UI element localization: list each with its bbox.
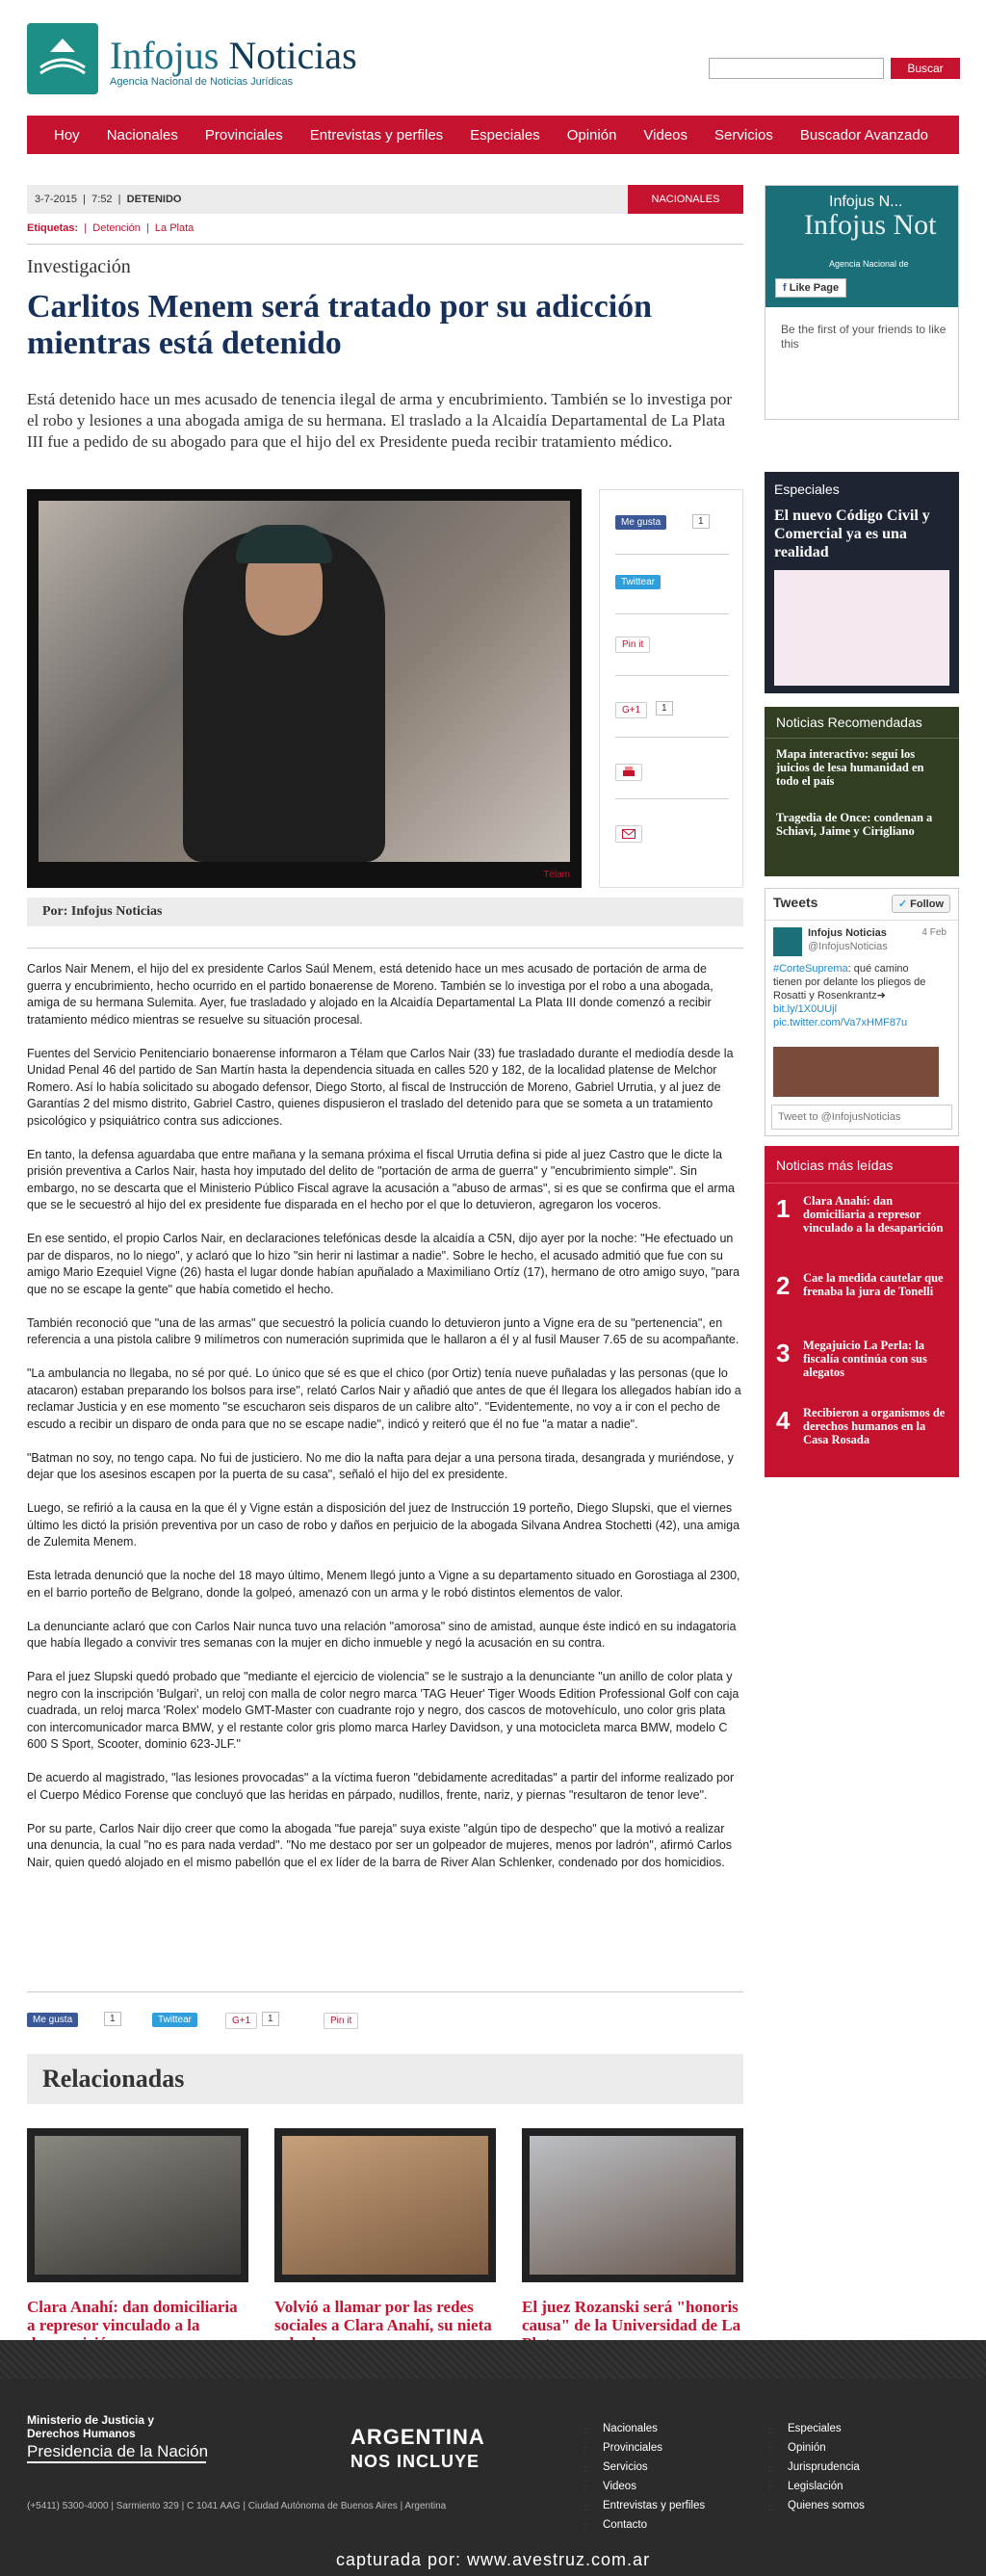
footer-link[interactable]: Provinciales	[603, 2442, 662, 2454]
related-card[interactable]	[274, 2128, 496, 2353]
article-kicker: Investigación	[27, 256, 131, 277]
bullet-icon: ::	[584, 2444, 589, 2454]
footer-argentina-logo-sub: NOS INCLUYE	[350, 2452, 480, 2471]
footer-link[interactable]: Videos	[603, 2481, 636, 2492]
bullet-icon: ::	[584, 2483, 589, 2492]
body-paragraph: También reconoció que "una de las armas" que secuestró la policía cuando lo detuvieron junto a Vigne era de su "pertenencia", en referencia a una pistola calibre 9 milímetros con numeración suprimida que le hallaron a él y al fusil Mauser 7.65 de su acompañante.	[27, 1315, 740, 1346]
related-title[interactable]: Volvió a llamar por las redes sociales a Clara Anahí, su nieta	[274, 2298, 492, 2334]
logo-title: Infojus Noticias	[110, 34, 357, 77]
divider	[765, 920, 958, 921]
facebook-cover-sub: Agencia Nacional de	[829, 259, 909, 269]
related-title[interactable]: El juez Rozanski será "honoris causa" de la Universidad de La	[522, 2298, 741, 2334]
footer-address: (+5411) 5300-4000 | Sarmiento 329 | C 1041 AAG | Ciudad Autónoma de Buenos Aires | Argentina	[27, 2501, 447, 2511]
twitter-widget	[765, 888, 959, 1136]
logo-subtitle: Agencia Nacional de Noticias Jurídicas	[110, 76, 294, 88]
mas-leidas-title[interactable]: Megajuicio La Perla: la fiscalía continúa con sus alegatos	[803, 1339, 927, 1379]
capture-watermark: capturada por: www.avestruz.com.ar	[335, 2550, 651, 2569]
tags-row: Etiquetas: | Detención | La Plata	[27, 222, 195, 234]
bullet-icon: ::	[584, 2425, 589, 2434]
facebook-first-friends: Be the first of your friends to like this	[781, 323, 947, 351]
divider	[27, 244, 743, 245]
mas-leidas-box	[765, 1146, 959, 1477]
body-paragraph: La denunciante aclaró que con Carlos Nair nunca tuvo una relación "amorosa" sino de amistad, aunque éste indicó en su indagatoria que había llegado a convivir tres semanas con la mujer en dicho inmueble y negó la acusación en su contra.	[27, 1619, 737, 1650]
footer-link[interactable]: Servicios	[603, 2461, 648, 2473]
footer-link[interactable]: Especiales	[788, 2423, 842, 2434]
nav-item-nacionales[interactable]: Nacionales	[106, 126, 178, 143]
tag-link-detencion[interactable]: Detención	[92, 222, 141, 234]
divider	[765, 1183, 959, 1184]
footer-stripe	[0, 2340, 986, 2379]
related-card[interactable]	[27, 2128, 248, 2353]
tweets-heading: Tweets	[773, 895, 818, 910]
twitter-icon: ✓	[897, 898, 911, 910]
bottom-share-bar	[27, 2011, 412, 2034]
twitter-button[interactable]: Twittear	[615, 575, 661, 589]
footer-link[interactable]: Legislación	[788, 2481, 843, 2492]
recomendadas-box	[765, 707, 959, 876]
divider	[615, 675, 729, 676]
facebook-cover-text: Infojus Not	[804, 209, 937, 241]
tweet-author-handle[interactable]: @InfojusNoticias	[808, 941, 888, 952]
especiales-title[interactable]: El nuevo Código Civil y Comercial ya es una realidad	[774, 507, 930, 560]
pinterest-button[interactable]: Pin it	[615, 637, 650, 653]
recomendadas-heading: Noticias Recomendadas	[776, 715, 922, 730]
divider	[615, 554, 729, 555]
divider	[27, 2461, 206, 2463]
print-icon[interactable]	[615, 764, 642, 781]
footer-link[interactable]: Entrevistas y perfiles	[603, 2500, 706, 2511]
facebook-page-widget	[765, 185, 959, 420]
body-paragraph: Carlos Nair Menem, el hijo del ex presidente Carlos Saúl Menem, está detenido hace un mes acusado de portación de arma de guerra y encubrimiento, hecho ocurrido en el partido bonaerense de Moreno. También se lo investiga por el robo a una abogada, amiga de su hermana Sulemita. Ayer, fue trasladado y alojado en la Alcaidía Departamental La Plata III donde comenzó a recibir tratamiento médico mientras se resuelve su situación procesal.	[27, 962, 714, 1027]
nav-item-videos[interactable]: Videos	[643, 126, 688, 143]
body-paragraph: En tanto, la defensa aguardaba que entre mañana y la semana próxima el fiscal Urrutia defina si pide al juez Castro que le dicte la prisión preventiva a Carlos Nair, hasta hoy imputado del delito de "portación de arma de guerra" y "encubrimiento simple". Sin embargo, no se descarta que el Ministerio Público Fiscal agrave la acusación a "abuso de armas", si es que se confirma que el arma que se le secuestró al hijo del ex presidente fue disparada en el hecho por el que lo detuvieron, agregaron los voceros.	[27, 1147, 735, 1211]
body-paragraph: "Batman no soy, no tengo capa. No fui de justiciero. No me dio la nafta para dejar a una persona tirada, desangrada y muriéndose, y dejar que los asesinos escapen por la puerta de su casa", señaló el hijo del ex presidente.	[27, 1450, 734, 1481]
nav-item-provinciales[interactable]: Provinciales	[204, 126, 283, 143]
tweet-date[interactable]: 4 Feb	[921, 927, 947, 938]
photo-credit: Télam	[543, 870, 570, 880]
article-lead: Está detenido hace un mes acusado de tenencia ilegal de arma y encubrimiento. También se lo investiga por el robo y lesiones a una abogada amiga de su hermana. El traslado a la Alcaidía Departamental de La Plata III fue a pedido de su abogado para que el hijo del ex Presidente pueda recibir tratamiento médico.	[27, 390, 733, 451]
footer-argentina-logo: ARGENTINA	[350, 2425, 485, 2449]
divider	[27, 948, 743, 949]
bullet-icon: ::	[768, 2463, 774, 2473]
nav-item-opinion[interactable]: Opinión	[566, 126, 617, 143]
nav-item-entrevistas[interactable]: Entrevistas y perfiles	[309, 126, 444, 143]
nav-item-servicios[interactable]: Servicios	[714, 126, 773, 143]
rank-number: 2	[776, 1271, 791, 1300]
avatar[interactable]	[773, 927, 802, 956]
recomendada-link[interactable]: Mapa interactivo: seguí los juicios de lesa humanidad en todo el país	[776, 747, 924, 788]
footer-ministry[interactable]: Ministerio de Justicia y Derechos Humanos	[27, 2413, 155, 2440]
article-byline: Por: Infojus Noticias	[27, 898, 743, 926]
tweet-hashtag[interactable]: #CorteSuprema	[773, 963, 848, 975]
twitter-follow-button[interactable]: ✓ Follow	[892, 895, 950, 913]
search-button[interactable]: Buscar	[891, 58, 960, 79]
divider	[615, 798, 729, 799]
footer-link[interactable]: Contacto	[603, 2519, 648, 2531]
bullet-icon: ::	[768, 2425, 774, 2434]
tag-link-la-plata[interactable]: La Plata	[154, 222, 195, 234]
footer-link[interactable]: Jurisprudencia	[788, 2461, 860, 2473]
tweet-image[interactable]	[773, 1047, 939, 1097]
gplus-button[interactable]: G+1	[225, 2013, 257, 2029]
footer-link[interactable]: Quienes somos	[788, 2500, 865, 2511]
divider	[615, 737, 729, 738]
facebook-like-count: 1	[692, 514, 710, 529]
article-date: 3-7-2015	[35, 194, 78, 205]
bullet-icon: ::	[768, 2502, 774, 2511]
facebook-like-button[interactable]: Me gusta	[27, 2013, 78, 2027]
share-box	[599, 489, 743, 888]
body-paragraph: En ese sentido, el propio Carlos Nair, en declaraciones telefónicas desde la alcaidía a C5N, dijo ayer por la noche: "He efectuado un par de disparos, no lo niego", y aclaró que lo hizo "sin herir ni lastimar a nadie". Sobre le hecho, el acusado admitió que fue con su amigo Mario Ezequiel Vigne (26) hasta el lugar donde habían apuñalado a Maximiliano Ortíz (17), hermano de otro amigo suyo, "para que no se escape la gente" que había cometido el hecho.	[27, 1232, 740, 1296]
rank-number: 1	[776, 1194, 791, 1223]
pinterest-button[interactable]: Pin it	[324, 2013, 358, 2029]
body-paragraph: Esta letrada denunció que la noche del 18 mayo último, Menem llegó junto a Vigne a su departamento situado en Gorostiaga al 2300, en el barrio porteño de Belgrano, donde la golpeó, amenazó con un arma y le robó distintos elementos de valor.	[27, 1569, 740, 1600]
nav-item-hoy[interactable]: Hoy	[54, 126, 80, 143]
gplus-count: 1	[262, 2012, 279, 2026]
rank-number: 3	[776, 1339, 791, 1367]
recomendada-link[interactable]: Tragedia de Once: condenan a Schiavi, Jaime y Cirigliano	[776, 811, 933, 838]
divider	[27, 1991, 743, 1992]
especiales-heading: Especiales	[774, 481, 840, 497]
photo-subject-cap	[236, 525, 332, 563]
bullet-icon: ::	[584, 2521, 589, 2531]
footer-link[interactable]: Nacionales	[603, 2423, 658, 2434]
bullet-icon: ::	[584, 2502, 589, 2511]
bullet-icon: ::	[768, 2444, 774, 2454]
body-paragraph: Para el juez Slupski quedó probado que "mediante el ejercicio de violencia" se le sustrajo a la denunciante "un anillo de color plata y negro con la inscripción 'Bulgari', un reloj con malla de color negro marca 'TAG Heuer' Tiger Woods Edition Professional Golf con caja cuadrada, un reloj marca 'Rolex' modelo GMT-Master con cuadrante rojo y negro, dos cascos de motovehículo, uno color gris plata con intercomunicador marca BMW, y el restante color gris plomo marca Harley Davidson, y una motocicleta marca BMW, modelo C 600 S Sport, Scooter, dominio 623-JLF."	[27, 1670, 740, 1751]
footer-link[interactable]: Opinión	[788, 2442, 826, 2454]
facebook-like-count: 1	[104, 2012, 121, 2026]
rank-number: 4	[776, 1406, 791, 1435]
facebook-page-title: Infojus N...	[829, 194, 903, 210]
photo-image	[39, 501, 570, 862]
article-meta: 3-7-2015 | 7:52 | DETENIDO	[27, 185, 743, 214]
related-image	[274, 2128, 496, 2282]
tags-label: Etiquetas:	[27, 222, 79, 234]
body-paragraph: Por su parte, Carlos Nair dijo creer que como la abogada "fue pareja" suya existe "algún tipo de despecho" que la motivó a realizar una denuncia, la cual "no es para nada verdad". "No me destaco por ser un golpeador de mujeres, menos por ladrón", afirmó Carlos Nair, quien quedó alojado en el mismo pabellón que el ex líder de la barra de River Alan Schlenker, condenado por dos homicidios.	[27, 1821, 733, 1869]
divider	[615, 613, 729, 614]
article-status-tag: DETENIDO	[126, 194, 182, 205]
twitter-button[interactable]: Twittear	[152, 2013, 197, 2027]
related-card[interactable]	[522, 2128, 743, 2353]
search-input[interactable]	[709, 58, 884, 79]
nav-item-buscador[interactable]: Buscador Avanzado	[799, 126, 929, 143]
article-photo[interactable]	[27, 489, 582, 888]
related-image	[27, 2128, 248, 2282]
body-paragraph: Fuentes del Servicio Penitenciario bonaerense informaron a Télam que Carlos Nair (33) fue trasladado durante el mediodía desde la Unidad Penal 46 del partido de San Martín hasta la dependencia situada en calles 520 y 182, de la localidad platense de Melchor Romero. Así lo había solicitado su abogado defensor, Diego Storto, al fiscal de Instrucción de Moreno, Gabriel Urrutia, y al juez de Garantías 2 del mismo distrito, Gabriel Castro, quienes dispusieron el traslado del detenido para que se someta a un tratamiento psicológico y psiquiátrico contra sus adicciones.	[27, 1046, 734, 1128]
mas-leidas-heading: Noticias más leídas	[776, 1158, 894, 1173]
body-paragraph: Luego, se refirió a la causa en la que él y Vigne están a disposición del juez de Instrucción 19 porteño, Diego Slupski, que el viernes último les dictó la prisión preventiva por un caso de robo y daños en perjuicio de la abogada Silvana Andrea Stochetti (42), una amiga de Zulemita Menem.	[27, 1501, 740, 1548]
body-paragraph: De acuerdo al magistrado, "las lesiones provocadas" a la víctima fueron "debidamente acreditadas" a partir del informe realizado por el Cuerpo Médico Forense que concluyó que las heridas en párpado, nudillos, frente, nariz, y piernas "resultaron de tenor leve".	[27, 1771, 735, 1802]
gplus-button[interactable]: G+1	[615, 702, 647, 718]
facebook-like-page-button[interactable]: f Like Page	[775, 278, 846, 298]
mas-leidas-title[interactable]: Clara Anahí: dan domiciliaria a represor vinculado a la desaparición	[803, 1194, 944, 1235]
body-paragraph: "La ambulancia no llegaba, no sé por qué. Lo único que sé es que el chico (por Ortiz) tenía nueve puñaladas y las personas (que lo atacaron) estaban preparando los bolsos para irse", relató Carlos Nair y añadió que antes de que él llegara los allegados habían ido a reclamar Justicia y en ese momento "se escucharon seis disparos de un calibre alto". "Evidentemente, no voy a ir con el pecho de escudo a recibir un disparo de onda para que no se escape nadie", indicó y reiteró que él no fue "a matar a nadie".	[27, 1366, 741, 1431]
article-time: 7:52	[91, 194, 113, 205]
related-image	[522, 2128, 743, 2282]
email-icon[interactable]	[615, 825, 642, 843]
article-title: Carlitos Menem será tratado por su adicción mientras está detenido	[27, 289, 653, 361]
tweet-to-input[interactable]: Tweet to @InfojusNoticias	[771, 1105, 952, 1130]
bullet-icon: ::	[584, 2463, 589, 2473]
facebook-like-button[interactable]: Me gusta	[615, 515, 666, 530]
mas-leidas-title[interactable]: Recibieron a organismos de derechos humanos en la Casa Rosada	[803, 1406, 946, 1446]
gplus-count: 1	[656, 701, 673, 716]
nav-item-especiales[interactable]: Especiales	[470, 126, 540, 143]
tweet-text: #CorteSuprema: qué camino tienen por delante los pliegos de Rosatti y Rosenkrantz➜ bit.ly/1X0UUjl pic.twitter.com/Va7xHMF87u	[773, 963, 926, 1028]
main-nav	[27, 116, 959, 154]
related-heading: Relacionadas	[27, 2054, 743, 2104]
mas-leidas-title[interactable]: Cae la medida cautelar que frenaba la jura de Tonelli	[803, 1271, 944, 1298]
footer-presidencia[interactable]: Presidencia de la Nación	[27, 2442, 209, 2460]
bullet-icon: ::	[768, 2483, 774, 2492]
tweet-link[interactable]: bit.ly/1X0UUjl pic.twitter.com/Va7xHMF87u	[773, 1003, 908, 1028]
article-body	[27, 961, 743, 1888]
site-logo[interactable]	[27, 23, 383, 94]
tweet-author-name[interactable]: Infojus Noticias	[808, 927, 887, 939]
facebook-icon: f	[783, 282, 790, 294]
divider	[765, 738, 959, 739]
especiales-box[interactable]	[765, 472, 959, 693]
section-badge[interactable]: NACIONALES	[628, 185, 743, 214]
especiales-image	[774, 570, 949, 686]
facebook-cover[interactable]	[765, 186, 958, 307]
logo-emblem-icon	[27, 23, 98, 94]
related-title[interactable]: Clara Anahí: dan domiciliaria a represor vinculado a la	[27, 2298, 238, 2334]
